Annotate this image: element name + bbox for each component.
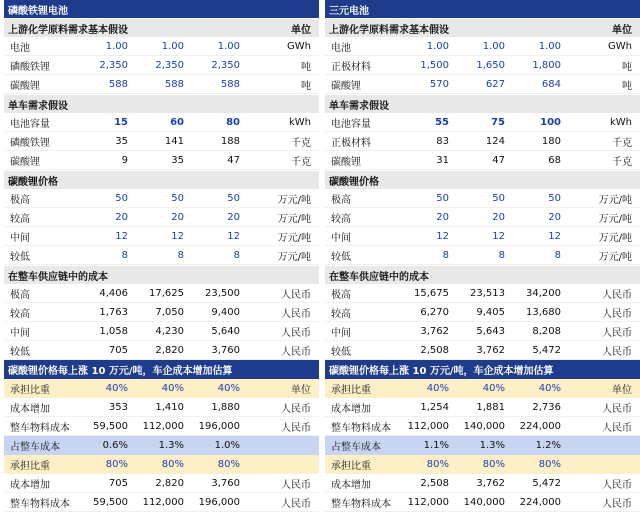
cell-value: 31 [436,154,449,166]
unit-label: 千克 [612,156,632,168]
row-label: 上游化学原料需求基本假设 [8,24,128,36]
cell-value: 8 [233,249,240,261]
cell-value: 196,000 [198,496,240,508]
row-label: 较高 [331,308,351,320]
unit-label: 万元/吨 [598,232,632,244]
table-row [325,322,640,341]
row-label: 承担比重 [10,461,50,472]
table-row [325,379,640,398]
cell-value: 5,472 [532,477,561,489]
unit-label: 人民币 [281,308,311,320]
ternary-battery-panel [325,0,640,514]
cell-value: 1,500 [420,59,449,71]
cell-value: 80% [217,459,240,470]
row-label: 极高 [331,289,351,301]
panel-title [325,0,640,18]
unit-label: 万元/吨 [598,194,632,206]
cell-value: 3,762 [476,477,505,489]
cell-value: 40% [482,383,505,394]
cell-value: 20 [227,211,240,223]
table-row [4,246,319,265]
cell-value: 705 [108,477,128,489]
cell-value: 60 [170,116,184,128]
cell-value: 1,763 [99,306,128,318]
cell-value: 1.0% [214,440,240,451]
row-label: 较低 [10,251,30,263]
cell-value: 1.2% [535,440,561,451]
unit-label: 人民币 [602,327,632,339]
cell-value: 83 [436,135,449,147]
unit-label: 单位 [612,24,632,36]
cell-value: 2,820 [155,477,184,489]
cell-value: 112,000 [142,496,184,508]
unit-label: 人民币 [281,289,311,301]
cell-value: 50 [171,192,184,204]
table-row [4,208,319,227]
table-row [325,436,640,455]
section-header [325,18,640,37]
cell-value: 8 [442,249,449,261]
cell-value: 15 [114,116,128,128]
table-row [325,417,640,436]
row-label: 在整车供应链中的成本 [329,271,429,283]
cell-value: 9 [121,154,128,166]
cell-value: 196,000 [198,420,240,432]
panel-title-text: 三元电池 [329,5,369,17]
cell-value: 59,500 [93,496,128,508]
section-header [325,170,640,189]
row-label: 中间 [331,232,351,244]
cell-value: 20 [115,211,128,223]
cell-value: 1,800 [532,59,561,71]
row-label: 中间 [10,232,30,244]
table-row [325,493,640,512]
unit-label: 吨 [622,80,632,92]
section-header [4,360,319,379]
row-label: 碳酸锂价格每上涨 10 万元/吨，车企成本增加估算 [8,366,233,377]
cell-value: 1.00 [217,40,240,52]
table-row [4,151,319,170]
section-header [4,94,319,113]
cell-value: 1,058 [99,325,128,337]
table-row [4,474,319,493]
panel-title-text: 磷酸铁锂电池 [8,5,68,17]
row-label: 整车物料成本 [331,422,391,434]
row-label: 碳酸锂 [10,80,40,92]
cell-value: 588 [108,78,128,90]
cell-value: 3,760 [211,477,240,489]
cell-value: 13,680 [526,306,561,318]
unit-label: 千克 [612,137,632,149]
cell-value: 47 [492,154,505,166]
cell-value: 1,650 [476,59,505,71]
unit-label: 人民币 [281,403,311,415]
unit-label: 人民币 [281,422,311,434]
cell-value: 353 [108,401,128,413]
cell-value: 40% [426,383,449,394]
table-row [4,37,319,56]
cell-value: 2,350 [99,59,128,71]
cell-value: 34,200 [526,287,561,299]
cell-value: 0.6% [102,440,128,451]
cell-value: 6,270 [420,306,449,318]
unit-label: 人民币 [602,479,632,491]
unit-label: GWh [287,40,311,52]
row-label: 电池容量 [10,118,50,130]
cell-value: 112,000 [407,496,449,508]
row-label: 正极材料 [331,61,371,73]
cell-value: 50 [548,192,561,204]
cell-value: 75 [491,116,505,128]
cell-value: 17,625 [149,287,184,299]
unit-label: 万元/吨 [277,213,311,225]
unit-label: 吨 [301,80,311,92]
cell-value: 224,000 [519,420,561,432]
row-label: 正极材料 [331,137,371,149]
cell-value: 180 [541,135,561,147]
unit-label: 万元/吨 [598,251,632,263]
table-row [325,189,640,208]
cell-value: 140,000 [463,496,505,508]
table-row [4,379,319,398]
row-label: 碳酸锂 [10,156,40,168]
row-label: 电池容量 [331,118,371,130]
cell-value: 8 [177,249,184,261]
table-row [4,455,319,474]
row-label: 碳酸锂价格每上涨 10 万元/吨，车企成本增加估算 [329,366,554,377]
section-header [325,360,640,379]
cell-value: 224,000 [519,496,561,508]
row-label: 较低 [331,346,351,358]
row-label: 磷酸铁锂 [10,137,50,149]
cell-value: 55 [435,116,449,128]
cell-value: 8 [121,249,128,261]
unit-label: 万元/吨 [277,251,311,263]
row-label: 磷酸铁锂 [10,61,50,73]
cell-value: 5,472 [532,344,561,356]
cell-value: 5,643 [476,325,505,337]
cell-value: 20 [548,211,561,223]
unit-label: 千克 [291,156,311,168]
row-label: 较高 [10,308,30,320]
cell-value: 1,881 [476,401,505,413]
table-row [4,132,319,151]
cell-value: 7,050 [155,306,184,318]
cell-value: 23,513 [470,287,505,299]
unit-label: 人民币 [602,422,632,434]
row-label: 碳酸锂 [331,156,361,168]
table-row [4,113,319,132]
unit-label: 单位 [291,24,311,36]
table-row [325,37,640,56]
table-row [325,227,640,246]
cell-value: 68 [548,154,561,166]
row-label: 碳酸锂价格 [8,176,58,188]
cell-value: 4,406 [99,287,128,299]
table-row [325,113,640,132]
table-row [325,284,640,303]
cell-value: 47 [227,154,240,166]
cell-value: 40% [217,383,240,394]
cell-value: 35 [171,154,184,166]
section-header [4,18,319,37]
cell-value: 2,350 [155,59,184,71]
cell-value: 1.3% [158,440,184,451]
row-label: 成本增加 [331,479,371,491]
cell-value: 1.00 [538,40,561,52]
cell-value: 3,762 [476,344,505,356]
cell-value: 2,508 [420,344,449,356]
cell-value: 50 [227,192,240,204]
row-label: 整车物料成本 [10,498,70,510]
table-row [4,398,319,417]
cell-value: 80% [426,459,449,470]
cell-value: 1,410 [155,401,184,413]
unit-label: 人民币 [602,308,632,320]
table-row [325,75,640,94]
row-label: 极高 [10,194,30,206]
cell-value: 12 [548,230,561,242]
cell-value: 3,762 [420,325,449,337]
cell-value: 50 [492,192,505,204]
row-label: 成本增加 [331,403,371,415]
cell-value: 9,405 [476,306,505,318]
unit-label: GWh [608,40,632,52]
table-row [4,75,319,94]
cell-value: 141 [164,135,184,147]
cell-value: 80% [105,459,128,470]
cell-value: 20 [492,211,505,223]
row-label: 极高 [10,289,30,301]
cell-value: 8,208 [532,325,561,337]
cell-value: 188 [220,135,240,147]
cell-value: 80 [226,116,240,128]
cell-value: 12 [227,230,240,242]
cell-value: 124 [485,135,505,147]
cell-value: 1.00 [161,40,184,52]
unit-label: 吨 [622,61,632,73]
unit-label: kWh [609,116,632,128]
cell-value: 40% [105,383,128,394]
unit-label: 万元/吨 [277,232,311,244]
table-row [4,436,319,455]
cell-value: 15,675 [414,287,449,299]
table-row [325,303,640,322]
section-header [4,170,319,189]
row-label: 单车需求假设 [8,100,68,112]
table-row [4,341,319,360]
cell-value: 8 [554,249,561,261]
cell-value: 1,880 [211,401,240,413]
cell-value: 588 [220,78,240,90]
cell-value: 40% [161,383,184,394]
table-row [325,455,640,474]
table-row [325,341,640,360]
cell-value: 1.1% [423,440,449,451]
cell-value: 140,000 [463,420,505,432]
row-label: 中间 [331,327,351,339]
table-row [4,417,319,436]
unit-label: 万元/吨 [277,194,311,206]
cell-value: 12 [492,230,505,242]
row-label: 单车需求假设 [329,100,389,112]
unit-label: 吨 [301,61,311,73]
cell-value: 570 [429,78,449,90]
row-label: 电池 [10,42,30,54]
cell-value: 23,500 [205,287,240,299]
section-header [325,265,640,284]
unit-label: 人民币 [602,498,632,510]
cell-value: 4,230 [155,325,184,337]
row-label: 整车物料成本 [331,498,391,510]
cell-value: 2,736 [532,401,561,413]
row-label: 上游化学原料需求基本假设 [329,24,449,36]
row-label: 较低 [331,251,351,263]
table-row [4,227,319,246]
unit-label: 单位 [291,385,311,396]
unit-label: 单位 [612,385,632,396]
cell-value: 1,254 [420,401,449,413]
cell-value: 20 [171,211,184,223]
row-label: 占整车成本 [331,442,381,453]
unit-label: 人民币 [602,403,632,415]
cell-value: 705 [108,344,128,356]
table-row [4,56,319,75]
unit-label: 千克 [291,137,311,149]
cell-value: 627 [485,78,505,90]
cell-value: 112,000 [142,420,184,432]
row-label: 中间 [10,327,30,339]
row-label: 较低 [10,346,30,358]
table-row [325,208,640,227]
section-header [4,265,319,284]
table-row [4,322,319,341]
cell-value: 12 [436,230,449,242]
row-label: 承担比重 [331,385,371,396]
cell-value: 80% [161,459,184,470]
cell-value: 59,500 [93,420,128,432]
row-label: 较高 [10,213,30,225]
cell-value: 50 [436,192,449,204]
cell-value: 2,508 [420,477,449,489]
cell-value: 5,640 [211,325,240,337]
table-row [325,398,640,417]
table-row [4,303,319,322]
cell-value: 3,760 [211,344,240,356]
cell-value: 40% [538,383,561,394]
row-label: 极高 [331,194,351,206]
row-label: 在整车供应链中的成本 [8,271,108,283]
cell-value: 50 [115,192,128,204]
unit-label: 人民币 [602,346,632,358]
table-row [325,474,640,493]
table-row [4,189,319,208]
row-label: 整车物料成本 [10,422,70,434]
cell-value: 1.3% [479,440,505,451]
row-label: 占整车成本 [10,442,60,453]
table-row [325,56,640,75]
table-row [4,284,319,303]
unit-label: 人民币 [281,327,311,339]
cell-value: 1.00 [426,40,449,52]
lfp-battery-panel [4,0,319,514]
cell-value: 100 [540,116,561,128]
cell-value: 12 [171,230,184,242]
cell-value: 112,000 [407,420,449,432]
panel-title [4,0,319,18]
unit-label: 人民币 [281,346,311,358]
cell-value: 2,350 [211,59,240,71]
cell-value: 2,820 [155,344,184,356]
unit-label: 人民币 [281,498,311,510]
table-row [325,246,640,265]
row-label: 较高 [331,213,351,225]
row-label: 成本增加 [10,403,50,415]
row-label: 承担比重 [10,385,50,396]
unit-label: kWh [288,116,311,128]
row-label: 成本增加 [10,479,50,491]
cell-value: 12 [115,230,128,242]
cell-value: 35 [115,135,128,147]
unit-label: 人民币 [602,289,632,301]
cell-value: 8 [498,249,505,261]
section-header [325,94,640,113]
cell-value: 588 [164,78,184,90]
row-label: 碳酸锂价格 [329,176,379,188]
row-label: 电池 [331,42,351,54]
table-row [325,151,640,170]
row-label: 碳酸锂 [331,80,361,92]
cell-value: 80% [538,459,561,470]
cell-value: 9,400 [211,306,240,318]
cell-value: 20 [436,211,449,223]
unit-label: 人民币 [281,479,311,491]
table-row [325,132,640,151]
cell-value: 80% [482,459,505,470]
cell-value: 684 [541,78,561,90]
cell-value: 1.00 [482,40,505,52]
table-row [4,493,319,512]
cell-value: 1.00 [105,40,128,52]
unit-label: 万元/吨 [598,213,632,225]
row-label: 承担比重 [331,461,371,472]
